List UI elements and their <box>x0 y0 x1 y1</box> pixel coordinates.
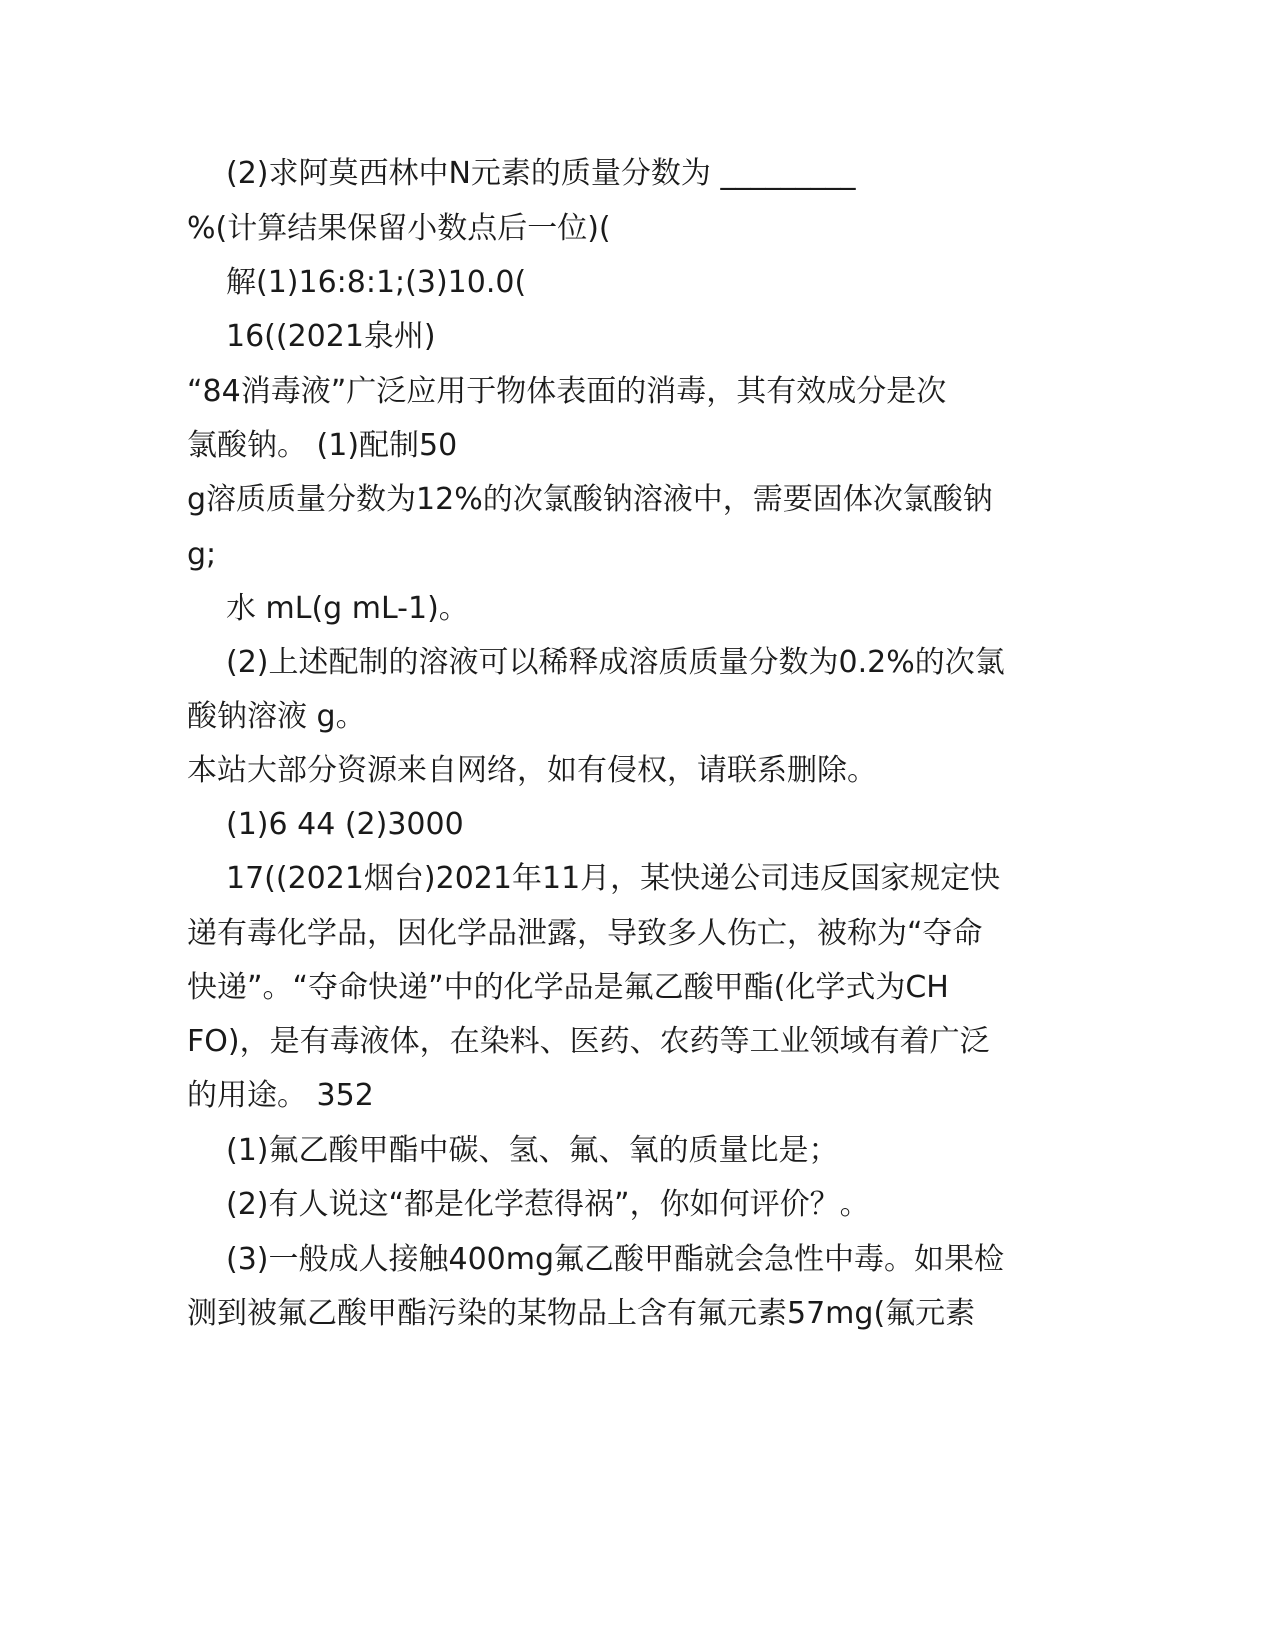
text-line: g溶质质量分数为12%的次氯酸钠溶液中，需要固体次氯酸钠 <box>187 482 993 517</box>
text-line: FO)，是有毒液体，在染料、医药、农药等工业领域有着广泛 <box>187 1024 990 1059</box>
text-line: 16((2021泉州) <box>226 319 436 354</box>
text-line: 酸钠溶液 g。 <box>187 699 366 734</box>
text-line: (2)上述配制的溶液可以稀释成溶质质量分数为0.2%的次氯 <box>226 645 1005 680</box>
text-line: (3)一般成人接触400mg氟乙酸甲酯就会急性中毒。如果检 <box>226 1242 1005 1277</box>
text-line: 测到被氟乙酸甲酯污染的某物品上含有氟元素57mg(氟元素 <box>187 1296 976 1331</box>
text-line: g; <box>187 537 217 572</box>
text-line: 快递”。“夺命快递”中的化学品是氟乙酸甲酯(化学式为CH <box>187 970 949 1005</box>
text-line: (2)有人说这“都是化学惹得祸”，你如何评价？。 <box>226 1187 870 1222</box>
text-line: (1)氟乙酸甲酯中碳、氢、氟、氧的质量比是； <box>226 1133 839 1168</box>
text-line: (1)6 44 (2)3000 <box>226 807 464 842</box>
text-line: %(计算结果保留小数点后一位)( <box>187 211 611 246</box>
text-line: 解(1)16:8:1;(3)10.0( <box>226 265 527 300</box>
text-line: 递有毒化学品，因化学品泄露，导致多人伤亡，被称为“夺命 <box>187 916 983 951</box>
disclaimer-line: 本站大部分资源来自网络，如有侵权，请联系删除。 <box>187 753 877 788</box>
text-line: 氯酸钠。 (1)配制50 <box>187 428 458 463</box>
text-line: 17((2021烟台)2021年11月，某快递公司违反国家规定快 <box>226 861 1001 896</box>
text-line: 水 mL(g mL-1)。 <box>226 591 469 626</box>
text-line: (2)求阿莫西林中N元素的质量分数为 _________ <box>226 156 856 191</box>
text-line: “84消毒液”广泛应用于物体表面的消毒，其有效成分是次 <box>187 374 947 409</box>
text-line: 的用途。 352 <box>187 1078 374 1113</box>
